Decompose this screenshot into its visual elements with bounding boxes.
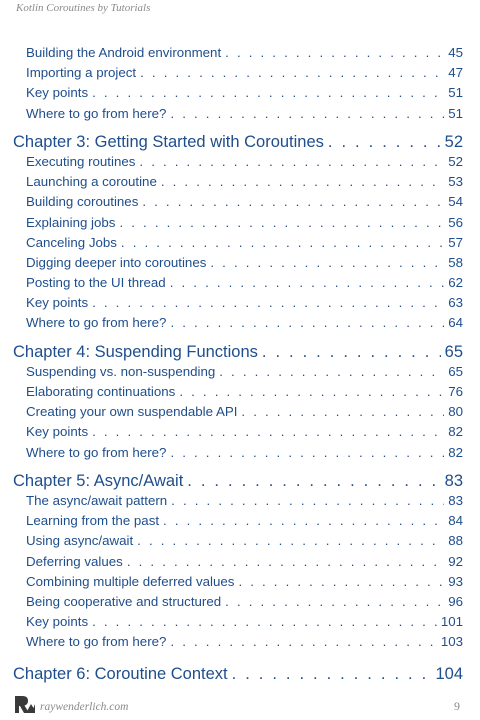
toc-entry[interactable] [0,43,480,63]
toc-entry-title: Creating your own suspendable API [26,404,238,420]
toc-entry-title: Building coroutines [26,194,139,210]
dot-leader [225,592,444,612]
dot-leader [187,471,440,491]
dot-leader [225,43,444,63]
dot-leader [142,192,444,212]
toc-entry-title: Key points [26,85,89,101]
toc-entry[interactable] [0,511,480,531]
toc-entry-title: Digging deeper into coroutines [26,254,207,270]
toc-chapter-title: Chapter 3: Getting Started with Coroutines [13,132,324,151]
toc-entry-title: Canceling Jobs [26,234,117,250]
toc-entry-title: Launching a coroutine [26,174,157,190]
dot-leader [92,83,444,103]
toc-entry[interactable] [0,572,480,592]
toc-chapter-title: Chapter 6: Coroutine Context [13,665,228,684]
toc-entry-title: Using async/await [26,533,134,549]
toc-entry-title: Explaining jobs [26,214,116,230]
toc-chapter[interactable] [0,664,480,684]
toc-entry-page: 51 [448,85,463,101]
toc-entry-title: Key points [26,424,89,440]
toc-entry[interactable] [0,632,480,652]
toc-entry[interactable] [0,313,480,333]
dot-leader [119,213,444,233]
toc-chapter-page: 65 [444,342,463,361]
toc-entry-title: Key points [26,614,89,630]
toc-entry-page: 51 [448,105,463,121]
dot-leader [161,172,444,192]
toc-entry-page: 93 [448,573,463,589]
toc-entry[interactable] [0,253,480,273]
toc-entry-title: Where to go from here? [26,105,167,121]
toc-entry-page: 84 [448,513,463,529]
dot-leader [232,664,432,684]
toc-entry[interactable] [0,592,480,612]
running-header: Kotlin Coroutines by Tutorials [16,2,151,14]
toc-entry-title: The async/await pattern [26,492,168,508]
dot-leader [210,253,444,273]
toc-entry-page: 82 [448,444,463,460]
dot-leader [179,382,444,402]
dot-leader [92,422,444,442]
toc-entry-page: 65 [448,363,463,379]
dot-leader [219,362,444,382]
toc-entry-title: Posting to the UI thread [26,275,166,291]
toc-entry-title: Where to go from here? [26,444,167,460]
toc-entry[interactable] [0,382,480,402]
dot-leader [170,632,436,652]
toc-entry-page: 80 [448,404,463,420]
dot-leader [238,572,444,592]
toc-entry[interactable] [0,213,480,233]
toc-entry-page: 56 [448,214,463,230]
toc-entry-title: Elaborating continuations [26,384,176,399]
toc-entry[interactable] [0,83,480,103]
dot-leader [137,531,444,551]
toc-entry[interactable] [0,63,480,83]
dot-leader [163,511,444,531]
dot-leader [92,612,437,632]
dot-leader [92,293,444,313]
toc-chapter-page: 104 [435,665,463,684]
toc-entry-page: 103 [440,634,463,650]
toc-entry-page: 101 [440,614,463,630]
toc-chapter-page: 52 [444,132,463,151]
toc-entry-title: Learning from the past [26,513,160,529]
page-number: 9 [454,699,460,713]
dot-leader [139,152,444,172]
toc-entry-page: 83 [448,492,463,508]
toc-entry[interactable] [0,233,480,253]
toc-entry-title: Deferring values [26,553,123,569]
toc-chapter-title: Chapter 4: Suspending Functions [13,342,258,361]
table-of-contents [0,43,480,685]
toc-chapter[interactable] [0,342,480,362]
toc-chapter[interactable] [0,132,480,152]
toc-entry-page: 54 [448,194,463,210]
toc-entry-title: Key points [26,295,89,311]
toc-entry-page: 52 [448,153,463,169]
toc-entry[interactable] [0,491,480,511]
dot-leader [170,313,444,333]
toc-entry-page: 47 [448,65,463,81]
toc-entry-page: 64 [448,315,463,331]
toc-entry[interactable] [0,443,480,463]
toc-entry[interactable] [0,552,480,572]
footer-brand: raywenderlich.com [40,701,129,713]
dot-leader [127,552,444,572]
toc-entry-title: Where to go from here? [26,634,167,650]
dot-leader [170,104,444,124]
toc-entry[interactable] [0,362,480,382]
toc-chapter-title: Chapter 5: Async/Await [13,471,184,490]
raywenderlich-logo-icon [14,693,36,715]
toc-entry-page: 58 [448,254,463,270]
toc-entry[interactable] [0,531,480,551]
toc-entry[interactable] [0,293,480,313]
toc-entry-page: 96 [448,593,463,609]
toc-entry-title: Where to go from here? [26,315,167,331]
toc-entry-title: Combining multiple deferred values [26,573,235,589]
toc-entry-page: 53 [448,174,463,190]
dot-leader [170,273,445,293]
toc-entry[interactable] [0,152,480,172]
toc-entry[interactable] [0,273,480,293]
toc-entry-page: 82 [448,424,463,440]
toc-entry-page: 63 [448,295,463,311]
toc-entry-page: 88 [448,533,463,549]
dot-leader [328,132,441,152]
dot-leader [241,402,444,422]
toc-entry[interactable] [0,172,480,192]
toc-entry-title: Executing routines [26,153,136,169]
toc-chapter[interactable] [0,471,480,491]
toc-entry-page: 45 [448,45,463,60]
toc-entry-title: Being cooperative and structured [26,593,222,609]
toc-entry-page: 76 [448,384,463,399]
toc-entry[interactable] [0,104,480,124]
dot-leader [262,342,441,362]
toc-entry-title: Building the Android environment [26,45,222,60]
dot-leader [170,443,444,463]
toc-entry[interactable] [0,612,480,632]
toc-entry[interactable] [0,402,480,422]
toc-entry-page: 57 [448,234,463,250]
toc-entry-page: 62 [448,275,463,291]
toc-entry-title: Suspending vs. non-suspending [26,363,216,379]
dot-leader [121,233,444,253]
toc-chapter-page: 83 [444,471,463,490]
toc-entry-page: 92 [448,553,463,569]
dot-leader [171,491,444,511]
toc-entry[interactable] [0,192,480,212]
toc-entry-title: Importing a project [26,65,137,81]
dot-leader [140,63,444,83]
toc-entry[interactable] [0,422,480,442]
